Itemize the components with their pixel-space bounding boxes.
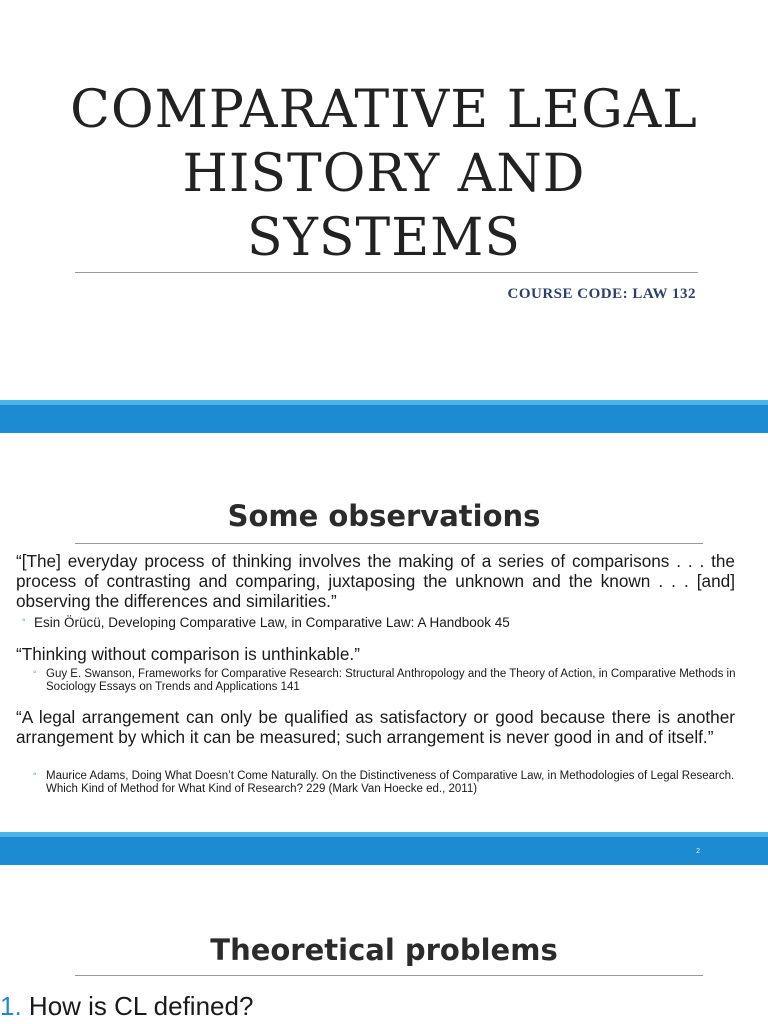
separator-highlight	[0, 400, 768, 405]
separator-highlight	[0, 832, 768, 837]
list-item	[0, 991, 253, 1022]
slide-separator	[0, 832, 768, 865]
slide-title: Theoretical problems	[210, 933, 558, 967]
list-item-text: How is CL defined?	[28, 991, 254, 1021]
main-title-line-2: HISTORY AND	[182, 144, 586, 204]
title-divider	[75, 975, 703, 976]
title-slide	[0, 0, 768, 400]
slide-title: Some observations	[227, 499, 541, 533]
quote-citation: Maurice Adams, Doing What Doesn’t Come Naturally. On the Distinctiveness of Comparative Law, in Methodologies of Legal Research. Which Kind of Method for What Kind of Research? 229 (Mark Van Hoecke ed., 2011)	[46, 770, 735, 795]
quote-citation: Guy E. Swanson, Frameworks for Comparative Research: Structural Anthropology and the Theory of Action, in Comparative Methods in Sociology Essays on Trends and Applications 141	[46, 668, 736, 693]
quote-text: “Thinking without comparison is unthinkable.”	[16, 644, 360, 664]
title-divider	[75, 543, 703, 544]
bullet-circle-icon: ◦	[22, 615, 26, 626]
list-item-number: 1.	[0, 991, 22, 1021]
page-number: 2	[696, 848, 700, 855]
title-divider	[75, 272, 698, 273]
bullet-circle-icon: ◦	[33, 769, 37, 780]
quote-citation: Esin Örücü, Developing Comparative Law, in Comparative Law: A Handbook 45	[34, 615, 510, 630]
main-title	[60, 78, 708, 270]
main-title-line-3: SYSTEMS	[246, 208, 522, 268]
slide-separator	[0, 400, 768, 433]
quote-text: “A legal arrangement can only be qualified as satisfactory or good because there is another arrangement by which it can be measured; such arrangement is never good in and of itself.”	[16, 707, 735, 747]
bullet-circle-icon: ◦	[33, 667, 37, 678]
theoretical-problems-slide	[0, 865, 768, 1024]
observations-slide	[0, 433, 768, 832]
main-title-line-1: COMPARATIVE LEGAL	[70, 80, 698, 140]
course-code: COURSE CODE: LAW 132	[507, 286, 696, 302]
quote-text: “[The] everyday process of thinking involves the making of a series of comparisons . . . the process of contrasting and comparing, juxtaposing the unknown and the known . . . [and] observing the differences and similarities.”	[16, 551, 735, 611]
